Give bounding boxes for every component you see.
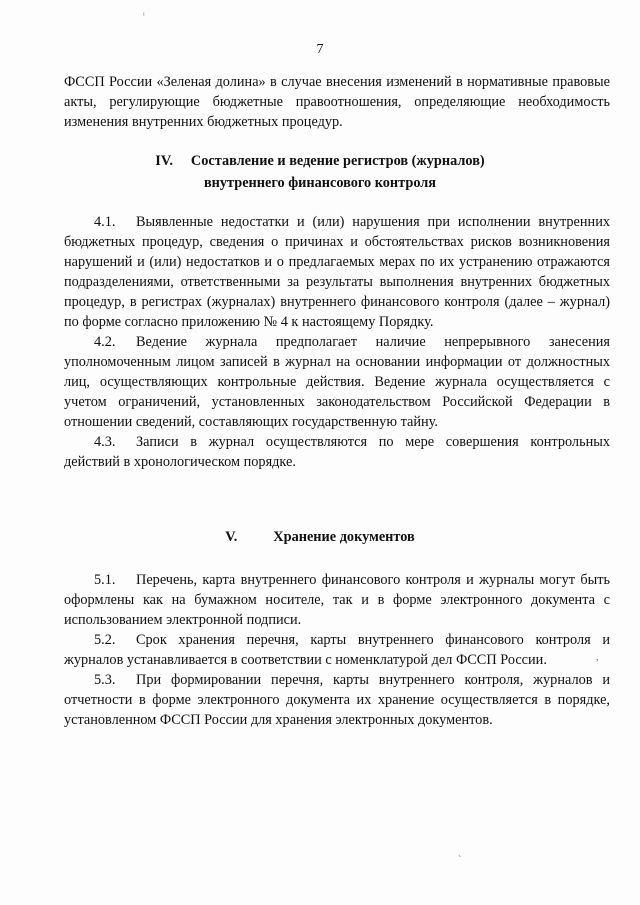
section-4-body [64,212,610,472]
item-4-1-text: Выявленные недостатки и (или) нарушения при исполнении внутренних бюджетных процедур, сведения о причинах и обстоятельствах рисков возникновения нарушений и (или) недостатков и о предлагаемых мерах по их устранению отражаются подразделениями, ответственными за результаты выполнения внутренних бюджетных процедур, в регистрах (журналах) внутреннего финансового контроля (далее – журнал) по форме согласно приложению № 4 к настоящему Порядку. [64,214,610,330]
section-4-title-line-1 [0,150,640,172]
section-5-title: Хранение документов [273,529,415,545]
item-5-3-text: При формировании перечня, карты внутреннего контроля, журналов и отчетности в форме электронного документа их хранение осуществляется в порядке, установленном ФССП России для хранения электронных документов. [64,672,610,728]
intro-text: ФССП России «Зеленая долина» в случае внесения изменений в нормативные правовые акты, регулирующие бюджетные правоотношения, определяющие необходимость изменения внутренних бюджетных процедур. [64,74,610,130]
intro-paragraph [64,72,610,132]
section-5-heading [0,526,640,548]
item-5-2-number: 5.2. [94,632,116,648]
item-5-2-text: Срок хранения перечня, карты внутреннего финансового контроля и журналов устанавливается в соответствии с номенклатурой дел ФССП России. [64,632,610,668]
scan-mark: , [596,652,599,663]
item-5-2 [64,630,610,670]
item-4-2-number: 4.2. [94,334,116,350]
item-4-3-text: Записи в журнал осуществляются по мере совершения контрольных действий в хронологическом порядке. [64,434,610,470]
section-4-number: IV. [155,153,173,169]
section-4-title-1: Составление и ведение регистров (журналов) [190,153,485,169]
section-4-heading [0,150,640,194]
item-5-1 [64,570,610,630]
section-5-body [64,570,610,730]
section-4-title-line-2: внутреннего финансового контроля [203,175,437,191]
item-5-3-number: 5.3. [94,672,116,688]
scan-mark: ᶦ [143,10,145,21]
item-5-1-number: 5.1. [94,572,116,588]
item-4-3 [64,432,610,472]
item-4-1-number: 4.1. [94,214,116,230]
page-number: 7 [316,42,324,57]
item-4-1 [64,212,610,332]
item-5-3 [64,670,610,730]
item-4-2 [64,332,610,432]
item-5-1-text: Перечень, карта внутреннего финансового контроля и журналы могут быть оформлены как на бумажном носителе, так и в форме электронного документа с использованием электронной подписи. [64,572,610,628]
scan-mark: ˋ [458,855,462,866]
item-4-2-text: Ведение журнала предполагает наличие непрерывного занесения уполномоченным лицом записей в журнал на основании информации от должностных лиц, осуществляющих контрольные действия. Ведение журнала осуществляется с учетом ограничений, установленных законодательством Российской Федерации в отношении сведений, составляющих государственную тайну. [64,334,610,430]
section-5-number: V. [225,529,238,545]
item-4-3-number: 4.3. [94,434,116,450]
